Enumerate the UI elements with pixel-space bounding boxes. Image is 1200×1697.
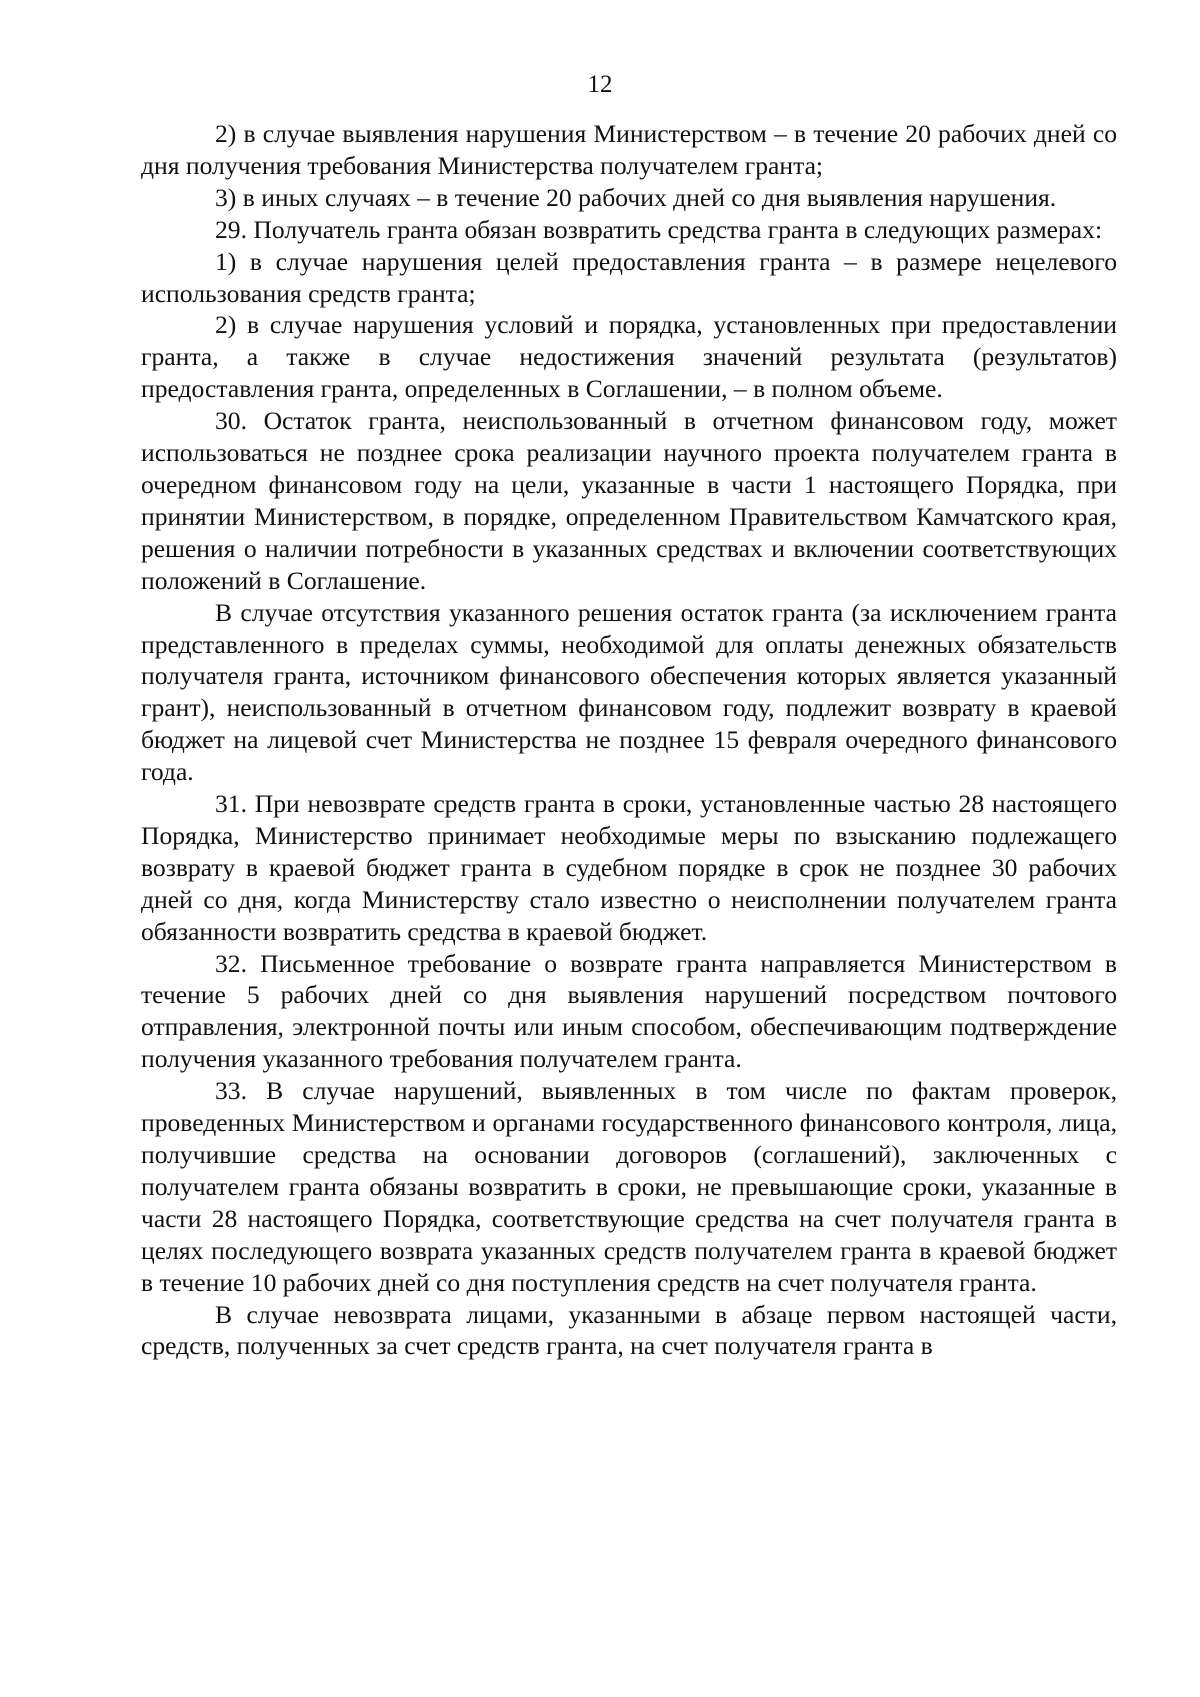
paragraph-30-continued: В случае отсутствия указанного решения остаток гранта (за исключением гранта представленного в пределах суммы, необходимой для оплаты денежных обязательств получателя гранта, источником финансового обеспечения которых является указанный грант), неиспользованный в отчетном финансовом году, подлежит возврату в краевой бюджет на лицевой счет Министерства не позднее 15 февраля очередного финансового года. bbox=[141, 597, 1117, 787]
paragraph-29-item-2: 2) в случае нарушения условий и порядка, установленных при предоставлении гранта, а также в случае недостижения значений результата (результатов) предоставления гранта, определенных в Соглашении, – в полном объеме. bbox=[141, 310, 1117, 404]
paragraph-29: 29. Получатель гранта обязан возвратить средства гранта в следующих размерах: bbox=[215, 214, 1103, 244]
paragraph-29-item-1: 1) в случае нарушения целей предоставления гранта – в размере нецелевого использования средств гранта; bbox=[141, 246, 1117, 308]
page-number: 12 bbox=[587, 71, 613, 98]
paragraph-item-2-deadline: 2) в случае выявления нарушения Министерством – в течение 20 рабочих дней со дня получения требования Министерства получателем гранта; bbox=[141, 119, 1117, 180]
paragraph-item-3-deadline: 3) в иных случаях – в течение 20 рабочих дней со дня выявления нарушения. bbox=[215, 182, 1057, 212]
document-body bbox=[141, 118, 1117, 1362]
paragraph-33-continued: В случае невозврата лицами, указанными в абзаце первом настоящей части, средств, полученных за счет средств гранта, на счет получателя гранта в bbox=[141, 1299, 1117, 1361]
paragraph-32: 32. Письменное требование о возврате гранта направляется Министерством в течение 5 рабочих дней со дня выявления нарушений посредством почтового отправления, электронной почты или иным способом, обеспечивающим подтверждение получения указанного требования получателем гранта. bbox=[141, 948, 1117, 1074]
paragraph-30: 30. Остаток гранта, неиспользованный в отчетном финансовом году, может использоваться не позднее срока реализации научного проекта получателем гранта в очередном финансовом году на цели, указанные в части 1 настоящего Порядка, при принятии Министерством, в порядке, определенном Правительством Камчатского края, решения о наличии потребности в указанных средствах и включении соответствующих положений в Соглашение. bbox=[141, 406, 1117, 595]
paragraph-33: 33. В случае нарушений, выявленных в том числе по фактам проверок, проведенных Министерством и органами государственного финансового контроля, лица, получившие средства на основании договоров (соглашений), заключенных с получателем гранта обязаны возвратить в сроки, не превышающие сроки, указанные в части 28 настоящего Порядка, соответствующие средства на счет получателя гранта в целях последующего возврата указанных средств получателем гранта в краевой бюджет в течение 10 рабочих дней со дня поступления средств на счет получателя гранта. bbox=[141, 1076, 1117, 1297]
paragraph-31: 31. При невозврате средств гранта в сроки, установленные частью 28 настоящего Порядка, Министерство принимает необходимые меры по взысканию подлежащего возврату в краевой бюджет гранта в судебном порядке в срок не позднее 30 рабочих дней со дня, когда Министерству стало известно о неисполнении получателем гранта обязанности возвратить средства в краевой бюджет. bbox=[141, 789, 1117, 946]
